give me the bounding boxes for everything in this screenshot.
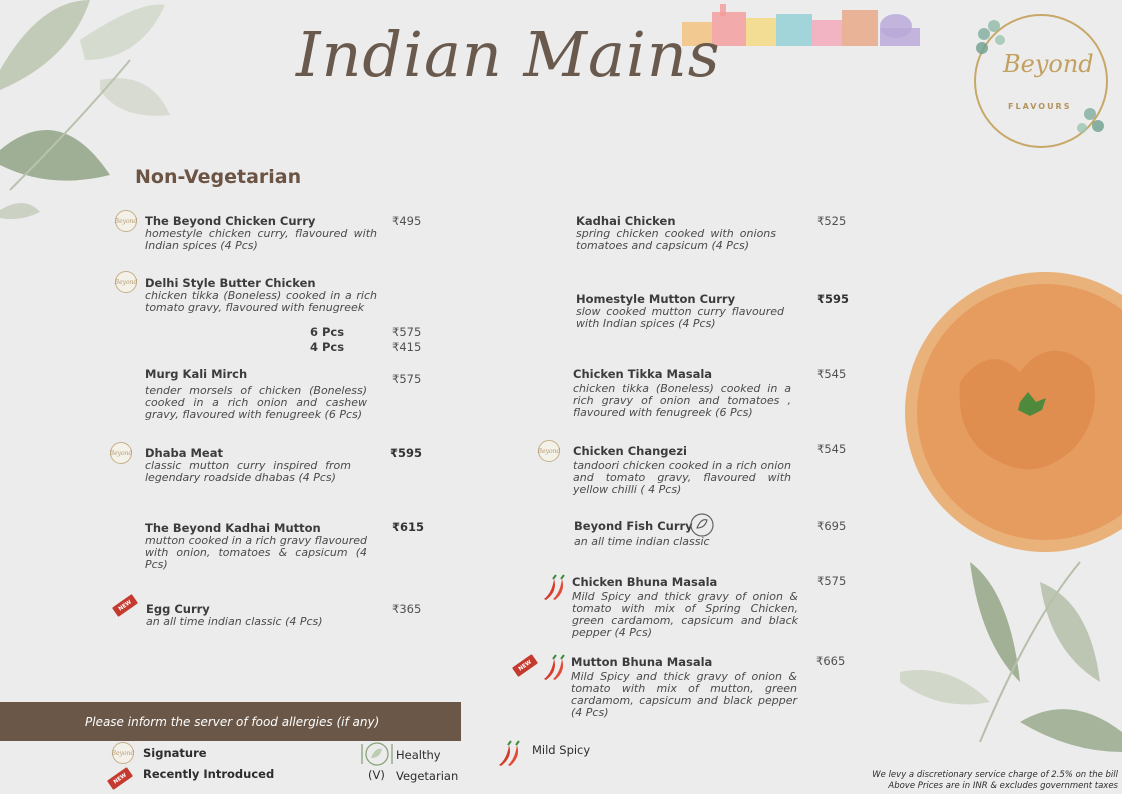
item-name: Homestyle Mutton Curry <box>576 292 736 306</box>
item-description: mutton cooked in a rich gravy flavoured with onion, tomatoes & capsicum (4 Pcs) <box>145 534 367 571</box>
menu-item <box>145 367 367 421</box>
menu-item <box>574 519 774 548</box>
signature-legend-icon: Beyond <box>112 742 134 764</box>
item-price: ₹695 <box>817 519 847 533</box>
item-description: an all time indian classic <box>574 535 710 548</box>
price-note: Above Prices are in INR & excludes government taxes <box>888 781 1118 791</box>
item-description: Mild Spicy and thick gravy of onion & tomato with mix of mutton, green cardamom, capsicum and black pepper (4 Pcs) <box>571 670 797 719</box>
item-description: Mild Spicy and thick gravy of onion & tomato with mix of Spring Chicken, green cardamom, capsicum and black pepper (4 Pcs) <box>572 590 798 639</box>
healthy-legend-icon <box>360 740 394 768</box>
logo-leaves-icon <box>972 14 1112 144</box>
menu-item <box>145 446 351 484</box>
item-description: an all time indian classic (4 Pcs) <box>146 615 323 628</box>
item-price: ₹545 <box>817 442 847 456</box>
item-name: Chicken Tikka Masala <box>573 367 713 381</box>
item-price: ₹595 <box>390 446 423 460</box>
signature-icon: Beyond <box>538 440 560 462</box>
menu-item <box>576 214 776 252</box>
menu-item <box>145 276 377 314</box>
item-price: ₹595 <box>817 292 850 306</box>
item-name: Chicken Changezi <box>573 444 687 458</box>
new-badge-icon: NEW <box>112 594 138 617</box>
new-legend-icon: NEW <box>107 767 133 790</box>
item-price: ₹525 <box>817 214 847 228</box>
signature-icon: Beyond <box>115 271 137 293</box>
page-title: Indian Mains <box>296 18 721 91</box>
menu-item <box>573 444 791 496</box>
menu-item <box>576 292 784 330</box>
item-name: Delhi Style Butter Chicken <box>145 276 316 290</box>
item-name: Chicken Bhuna Masala <box>572 575 718 589</box>
item-name: Kadhai Chicken <box>576 214 676 228</box>
allergy-notice <box>0 702 461 741</box>
item-description: classic mutton curry inspired from legendary roadside dhabas (4 Pcs) <box>145 459 351 484</box>
allergy-text: Please inform the server of food allergies (if any) <box>85 714 380 729</box>
item-name: Beyond Fish Curry <box>574 519 693 533</box>
healthy-icon <box>689 512 715 538</box>
menu-item <box>573 367 791 419</box>
mild-spicy-icon <box>540 653 568 681</box>
legend-healthy: Healthy <box>396 748 441 762</box>
variant-label: 6 Pcs <box>310 325 345 339</box>
item-description: tandoori chicken cooked in a rich onion and tomato gravy, flavoured with yellow chilli ( 4 Pcs) <box>573 459 791 496</box>
item-price: ₹665 <box>816 654 846 668</box>
item-description: tender morsels of chicken (Boneless) cooked in a rich onion and cashew gravy, flavoured with fenugreek (6 Pcs) <box>145 384 367 421</box>
new-badge-icon: NEW <box>512 654 538 677</box>
item-price: ₹575 <box>817 574 847 588</box>
signature-icon: Beyond <box>110 442 132 464</box>
menu-item <box>145 521 367 571</box>
item-name: Egg Curry <box>146 602 210 616</box>
item-name: Murg Kali Mirch <box>145 367 248 381</box>
legend-veg-mark: (V) <box>368 768 385 782</box>
menu-item <box>572 575 798 639</box>
variant-label: 4 Pcs <box>310 340 345 354</box>
signature-icon: Beyond <box>115 210 137 232</box>
item-price: ₹365 <box>392 602 422 616</box>
item-name: The Beyond Chicken Curry <box>145 214 316 228</box>
item-description: homestyle chicken curry, flavoured with Indian spices (4 Pcs) <box>145 227 377 252</box>
variant-price: ₹575 <box>392 325 422 339</box>
section-title: Non-Vegetarian <box>135 166 302 188</box>
legend-vegetarian: Vegetarian <box>396 769 459 783</box>
mild-spicy-legend-icon <box>495 739 523 767</box>
legend-signature: Signature <box>143 746 207 760</box>
item-description: chicken tikka (Boneless) cooked in a rich tomato gravy, flavoured with fenugreek <box>145 289 377 314</box>
item-price: ₹615 <box>392 520 425 534</box>
item-name: Mutton Bhuna Masala <box>571 655 713 669</box>
item-description: chicken tikka (Boneless) cooked in a rich gravy of onion and tomatoes , flavoured with fenugreek (6 Pcs) <box>573 382 791 419</box>
item-price: ₹545 <box>817 367 847 381</box>
menu-item <box>571 655 797 719</box>
curry-bowl-illustration <box>900 262 1122 762</box>
item-description: spring chicken cooked with onions tomatoes and capsicum (4 Pcs) <box>576 227 776 252</box>
menu-item <box>145 214 377 252</box>
service-charge-note: We levy a discretionary service charge of 2.5% on the bill <box>872 770 1118 780</box>
item-name: Dhaba Meat <box>145 446 223 460</box>
logo-wordmark: Beyond <box>1003 50 1094 78</box>
item-price: ₹575 <box>392 372 422 386</box>
leaves-decoration-top-left <box>0 0 210 230</box>
item-price: ₹495 <box>392 214 422 228</box>
logo-subtitle: FLAVOURS <box>1008 102 1072 111</box>
item-name: The Beyond Kadhai Mutton <box>145 521 321 535</box>
legend-recent: Recently Introduced <box>143 767 275 781</box>
legend-mild-spicy: Mild Spicy <box>532 743 591 757</box>
menu-item <box>146 602 368 628</box>
item-description: slow cooked mutton curry flavoured with Indian spices (4 Pcs) <box>576 305 784 330</box>
variant-price: ₹415 <box>392 340 422 354</box>
mild-spicy-icon <box>540 573 568 601</box>
